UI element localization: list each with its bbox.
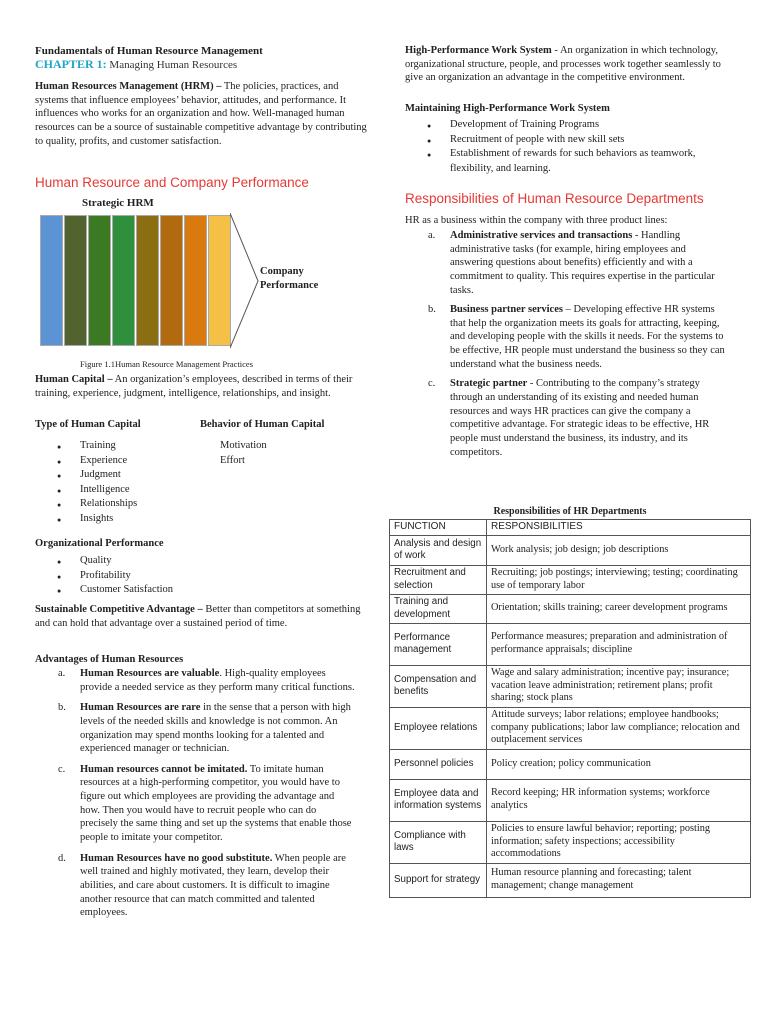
service-text: – Developing effective HR systems that help the organization meets its goals for attracting, keeping, and developing people with the skills it needs. For the systems to be effective, HR people must understand the business so they can understand what the business needs. (450, 304, 725, 370)
list-item: ● Recruitment of people with new skill sets (405, 133, 725, 148)
document-title: Fundamentals of Human Resource Management (35, 45, 263, 57)
list-item: ● Relationships (35, 497, 195, 512)
service-title: Administrative services and transactions (450, 230, 633, 241)
performance-arrow-icon (230, 213, 260, 349)
list-marker: c. (58, 763, 66, 775)
list-item (35, 667, 355, 694)
list-item (35, 852, 355, 920)
function-cell: Analysis and design of work (390, 535, 487, 565)
advantages-heading: Advantages of Human Resources (35, 654, 184, 665)
human-capital-term: Human Capital – (35, 374, 113, 385)
hpws-text: - An organization in which technology, organizational structure, people, and processes work together seamlessly to give an organization an advantage in the competitive environment. (405, 45, 721, 84)
responsibility-cell: Policy creation; policy communication (487, 749, 751, 779)
list-marker: d. (58, 852, 66, 864)
list-item (405, 303, 730, 371)
practice-bar-5 (136, 215, 159, 346)
list-item: ● Insights (35, 512, 195, 527)
type-list (35, 439, 195, 527)
advantage-text: To imitate human resources at a high-performing competitor, you would have to figure out which employees are providing the advantage and how. Then you would have to recruit people who can do precisely the same thing and set up the systems that enable those people to imitate your competitor. (80, 763, 352, 844)
list-item: ● Customer Satisfaction (35, 583, 235, 598)
table-row (390, 749, 751, 779)
sca-definition (35, 603, 365, 630)
responsibility-cell: Attitude surveys; labor relations; employee handbooks; company publications; labor law compliance; relocation and outplacement services (487, 707, 751, 749)
list-item: ● Development of Training Programs (405, 118, 725, 133)
behavior-list (220, 439, 267, 468)
responsibility-cell: Work analysis; job design; job descriptions (487, 535, 751, 565)
maintain-list (405, 118, 725, 176)
table-caption: Responsibilities of HR Departments (493, 506, 647, 517)
list-item: ● Establishment of rewards for such behaviors as teamwork, flexibility, and learning. (405, 147, 725, 176)
function-cell: Training and development (390, 594, 487, 623)
list-item: ● Profitability (35, 569, 235, 584)
list-item: ● Experience (35, 454, 195, 469)
responsibility-cell: Human resource planning and forecasting; talent management; change management (487, 863, 751, 897)
responsibility-cell: Orientation; skills training; career development programs (487, 594, 751, 623)
human-capital-definition (35, 373, 365, 400)
org-performance-heading: Organizational Performance (35, 538, 164, 549)
hrm-text: The policies, practices, and systems that influence employees’ behavior, attitudes, and performance. It influences who works for an organization and how. Well-managed human resources can be a source of sustainable competitive advantage by contributing to quality, profits, and customer satisfaction. (35, 81, 367, 147)
service-text: - Handling administrative tasks (for example, hiring employees and answering questions about benefits) efficiently and with a commitment to quality. This requires expertise in the particular tasks. (450, 230, 715, 296)
list-marker: b. (58, 702, 66, 714)
column-header-responsibilities: RESPONSIBILITIES (487, 520, 751, 536)
chapter-title: Managing Human Resources (109, 59, 238, 71)
hrm-term: Human Resources Management (HRM) – (35, 81, 222, 92)
hrm-definition (35, 80, 367, 148)
responsibility-cell: Recruiting; job postings; interviewing; testing; coordinating use of temporary labor (487, 565, 751, 594)
service-text: - Contributing to the company’s strategy through an understanding of its existing and needed human resources and ways HR practices can give the company a competitive advantage. For strategic ideas to be effective, HR people must understand the business, its industry, and its competitors. (450, 378, 710, 458)
function-cell: Compensation and benefits (390, 665, 487, 707)
org-performance-list (35, 554, 235, 598)
behavior-heading: Behavior of Human Capital (200, 419, 325, 430)
service-title: Business partner services (450, 304, 563, 316)
column-header-function: FUNCTION (390, 520, 487, 536)
list-item: ● Judgment (35, 468, 195, 483)
section-heading-responsibilities: Responsibilities of Human Resource Departments (405, 191, 704, 206)
sca-term: Sustainable Competitive Advantage – (35, 604, 203, 615)
advantage-text: When people are well trained and highly motivated, they learn, develop their abilities, and care about customers. It is difficult to imagine another resource that can match committed and talented employees. (80, 852, 346, 919)
list-item: Motivation (220, 440, 267, 451)
table-row (390, 535, 751, 565)
list-item: ● Quality (35, 554, 235, 569)
table-row (390, 821, 751, 863)
strategic-hrm-label: Strategic HRM (82, 197, 154, 209)
figure-caption: Figure 1.1Human Resource Management Practices (80, 359, 254, 369)
practice-bar-6 (160, 215, 183, 346)
table-row (390, 707, 751, 749)
practice-bar-2 (64, 215, 87, 346)
list-item: ● Intelligence (35, 483, 195, 498)
sca-text: Better than competitors at something and can hold that advantage over a sustained period of time. (35, 604, 361, 629)
chapter-label: CHAPTER 1: (35, 57, 107, 71)
practice-bar-7 (184, 215, 207, 346)
list-item: Effort (220, 454, 245, 466)
maintain-heading: Maintaining High-Performance Work System (405, 103, 610, 114)
responsibility-cell: Performance measures; preparation and administration of performance appraisals; discipline (487, 623, 751, 665)
practice-bar-3 (88, 215, 111, 346)
list-marker: a. (58, 668, 66, 679)
service-title: Strategic partner (450, 378, 528, 390)
advantage-title: Human resources cannot be imitated. (80, 763, 248, 775)
list-item (405, 377, 730, 459)
list-marker: c. (428, 378, 436, 390)
type-heading: Type of Human Capital (35, 419, 141, 430)
list-item: ● Training (35, 439, 195, 454)
advantage-title: Human Resources are rare (80, 702, 201, 714)
advantage-title: Human Resources have no good substitute. (80, 852, 273, 864)
hr-business-intro: HR as a business within the company with three product lines: (405, 215, 668, 226)
function-cell: Support for strategy (390, 863, 487, 897)
table-row (390, 594, 751, 623)
hpws-definition (405, 44, 735, 85)
list-marker: a. (428, 230, 436, 241)
practice-bar-4 (112, 215, 135, 346)
human-capital-text: An organization’s employees, described in terms of their training, experience, judgment, intelligence, relationships, and insight. (35, 374, 353, 399)
list-item (35, 763, 355, 845)
advantage-title: Human Resources are valuable (80, 668, 220, 679)
function-cell: Recruitment and selection (390, 565, 487, 594)
advantage-text: . High-quality employees provide a needed service as they perform many critical functions. (80, 668, 355, 693)
function-cell: Compliance with laws (390, 821, 487, 863)
table-row (390, 565, 751, 594)
table-row (390, 665, 751, 707)
hr-business-list (405, 229, 730, 459)
practice-bar-8 (208, 215, 231, 346)
responsibility-cell: Wage and salary administration; incentive pay; insurance; vacation leave administration; retirement plans; profit sharing; stock plans (487, 665, 751, 707)
hr-responsibilities-table (389, 519, 751, 898)
hpws-term: High-Performance Work System (405, 45, 552, 56)
table-header-row (390, 520, 751, 536)
section-heading-performance: Human Resource and Company Performance (35, 175, 309, 190)
table-row (390, 863, 751, 897)
function-cell: Employee relations (390, 707, 487, 749)
advantage-text: in the sense that a person with high levels of the needed skills and knowledge is not common. An organization may spend months looking for a talented and experienced manager or technician. (80, 702, 351, 755)
table-row (390, 779, 751, 821)
list-item (405, 229, 730, 297)
chapter-heading (35, 57, 237, 73)
function-cell: Performance management (390, 623, 487, 665)
company-performance-label: Company Performance (260, 266, 319, 292)
function-cell: Personnel policies (390, 749, 487, 779)
advantages-list (35, 667, 355, 920)
table-row (390, 623, 751, 665)
responsibility-cell: Record keeping; HR information systems; workforce analytics (487, 779, 751, 821)
responsibility-cell: Policies to ensure lawful behavior; reporting; posting information; safety inspections; accessibility accommodations (487, 821, 751, 863)
function-cell: Employee data and information systems (390, 779, 487, 821)
list-marker: b. (428, 304, 436, 316)
practice-bar-1 (40, 215, 63, 346)
list-item (35, 701, 355, 756)
